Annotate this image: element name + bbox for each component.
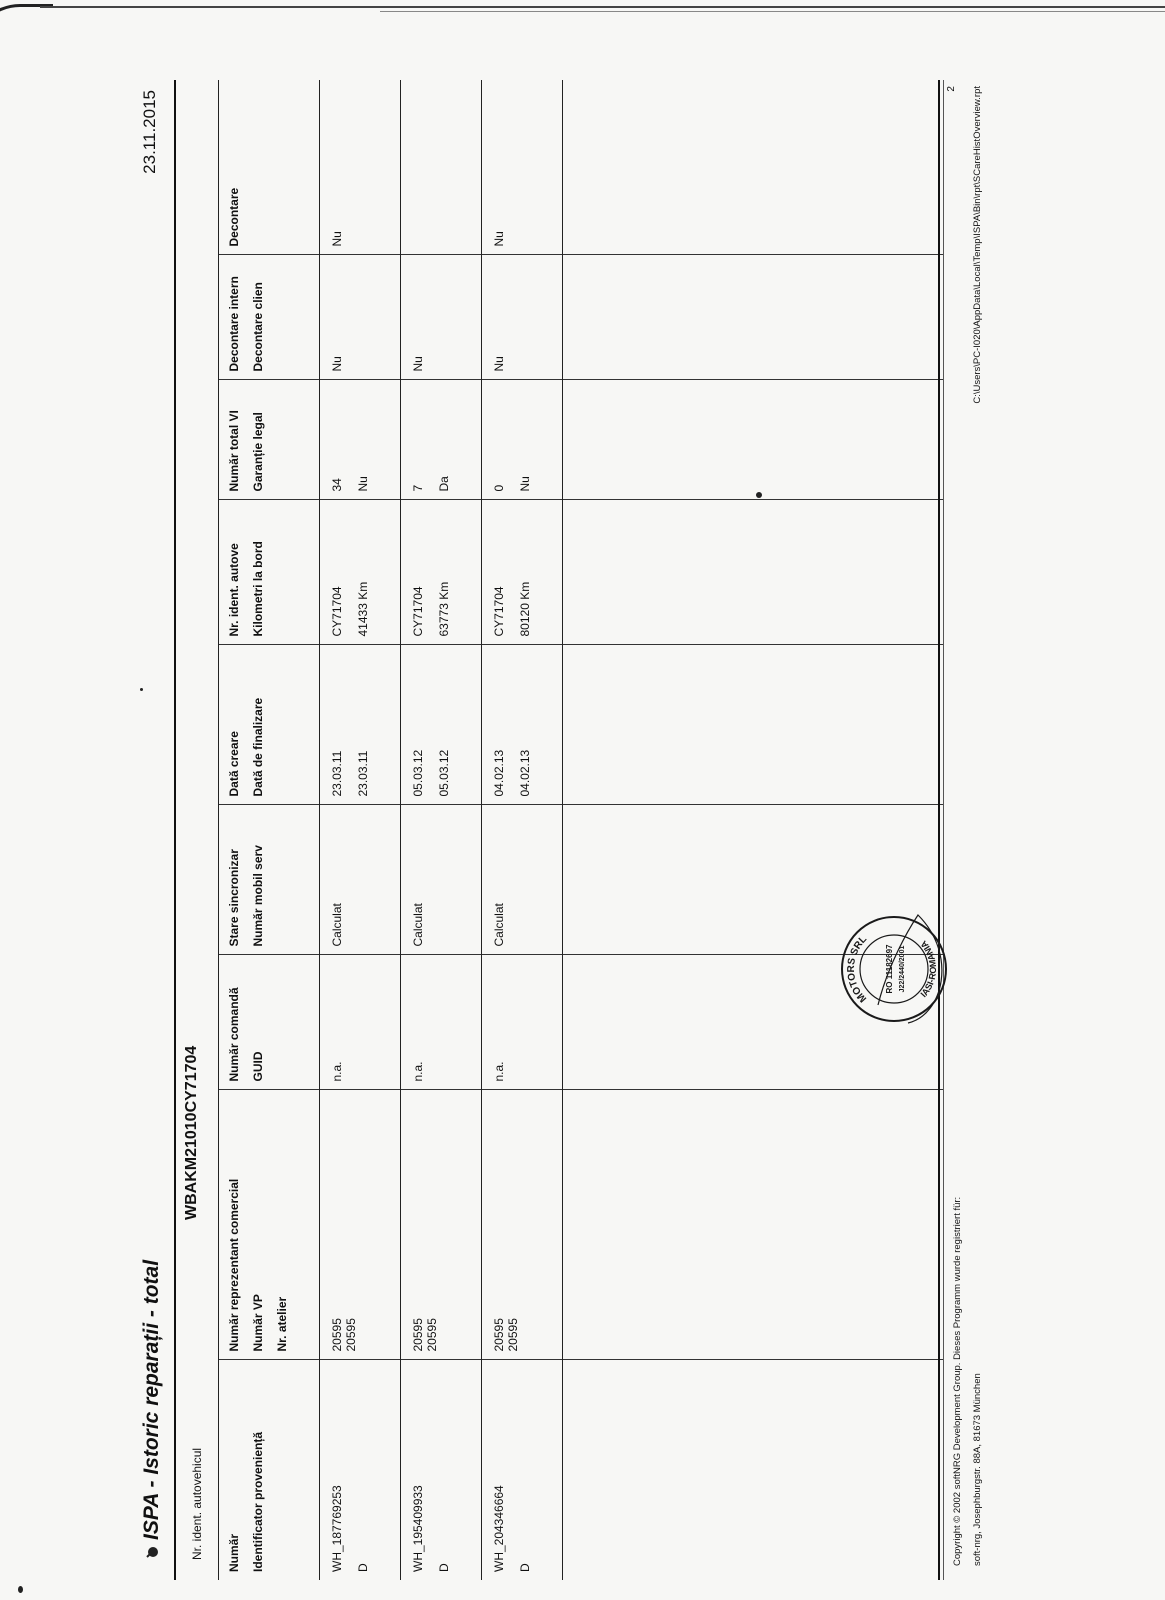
command-number: n.a. <box>411 1061 425 1082</box>
finished-date: 23.03.11 <box>356 750 370 797</box>
odometer: 80120 Km <box>518 581 532 637</box>
vin-label: Nr. ident. autovehicul <box>190 1447 204 1560</box>
page-number: 2 <box>946 86 957 92</box>
sync-status: Calculat <box>492 903 506 947</box>
odometer: 63773 Km <box>437 581 451 637</box>
column-header: Nr. ident. autove Kilometri la bord <box>219 500 320 645</box>
svg-text:RO 11182697: RO 11182697 <box>885 944 894 994</box>
scan-speck <box>18 1586 23 1593</box>
vehicle-id: CY71704 <box>492 586 506 637</box>
report-title-text: ISPA - Istoric reparații - total <box>140 1259 163 1540</box>
table-row <box>320 80 401 1580</box>
legal-warranty: Nu <box>356 476 370 492</box>
internal-settlement: Nu <box>492 356 506 372</box>
scan-edge-line-faint <box>380 11 1165 12</box>
origin-id: D <box>356 1563 370 1572</box>
settlement: Nu <box>330 231 344 247</box>
svg-text:IASI-ROMANIA: IASI-ROMANIA <box>918 938 939 1000</box>
dealer-number: 20595 <box>330 1318 344 1352</box>
report-page <box>140 80 1020 1580</box>
internal-settlement: Nu <box>411 356 425 372</box>
column-header: Număr Identificator proveniență <box>219 1360 320 1580</box>
vin-value: WBAKM21010CY71704 <box>183 1045 200 1220</box>
total-count: 34 <box>330 478 344 492</box>
scan-edge <box>0 0 1165 30</box>
column-header: Număr total VI Garanție legal <box>219 380 320 500</box>
dealer-number: 20595 <box>492 1318 506 1352</box>
sync-status: Calculat <box>411 903 425 947</box>
command-number: n.a. <box>330 1061 344 1082</box>
copyright-notice <box>948 1197 988 1566</box>
footer-divider <box>938 80 940 1580</box>
copyright-address: soft-nrg, Josephburgstr. 88A, 81673 München <box>972 1373 983 1566</box>
order-number: WH_187769253 <box>330 1485 344 1572</box>
empty-table-area <box>563 80 944 1580</box>
table-row <box>482 80 563 1580</box>
svg-text:MOTORS SRL: MOTORS SRL <box>845 933 870 1005</box>
title-divider <box>174 80 176 1580</box>
command-number: n.a. <box>492 1061 506 1082</box>
vp-number: 20595 <box>344 1318 358 1352</box>
order-number: WH_195409933 <box>411 1485 425 1572</box>
column-header: Număr comandă GUID <box>219 955 320 1090</box>
column-header: Stare sincronizar Număr mobil serv <box>219 805 320 955</box>
origin-id: D <box>518 1563 532 1572</box>
internal-settlement: Nu <box>330 356 344 372</box>
column-header: Decontare intern Decontare clien <box>219 255 320 380</box>
vehicle-id: CY71704 <box>330 586 344 637</box>
bullet-icon <box>144 1544 160 1560</box>
column-header: Dată creare Dată de finalizare <box>219 645 320 805</box>
origin-id: D <box>437 1563 451 1572</box>
sync-status: Calculat <box>330 903 344 947</box>
company-stamp <box>838 913 950 1025</box>
column-header: Număr reprezentant comercial Număr VP Nr. atelier <box>219 1090 320 1360</box>
created-date: 05.03.12 <box>411 749 425 797</box>
table-header-row <box>219 80 320 1580</box>
legal-warranty: Da <box>437 476 451 492</box>
report-date: 23.11.2015 <box>140 90 159 174</box>
odometer: 41433 Km <box>356 581 370 637</box>
created-date: 23.03.11 <box>330 750 344 797</box>
table-row <box>401 80 482 1580</box>
report-title <box>140 1260 164 1560</box>
scan-corner <box>0 4 53 67</box>
total-count: 7 <box>411 484 425 492</box>
vp-number: 20595 <box>506 1318 520 1352</box>
created-date: 04.02.13 <box>492 749 506 797</box>
copyright-line: Copyright © 2002 softNRG Development Group. Dieses Programm wurde registriert für: <box>952 1196 963 1566</box>
footer-divider-thin <box>943 80 944 1580</box>
finished-date: 04.02.13 <box>518 749 532 797</box>
settlement: Nu <box>492 231 506 247</box>
legal-warranty: Nu <box>518 476 532 492</box>
dealer-number: 20595 <box>411 1318 425 1352</box>
vp-number: 20595 <box>425 1318 439 1352</box>
order-number: WH_204346664 <box>492 1485 506 1572</box>
scan-edge-line <box>40 6 1165 8</box>
report-file-path: C:\Users\PC-I020\AppData\Local\Temp\ISPA\Bin\rpt\SCareHistOverview.rpt <box>972 86 983 404</box>
svg-text:J22/2440/2001: J22/2440/2001 <box>899 945 906 993</box>
column-header: Decontare <box>219 80 320 255</box>
vehicle-id: CY71704 <box>411 586 425 637</box>
repair-history-table <box>218 80 943 1580</box>
finished-date: 05.03.12 <box>437 749 451 797</box>
total-count: 0 <box>492 484 506 492</box>
